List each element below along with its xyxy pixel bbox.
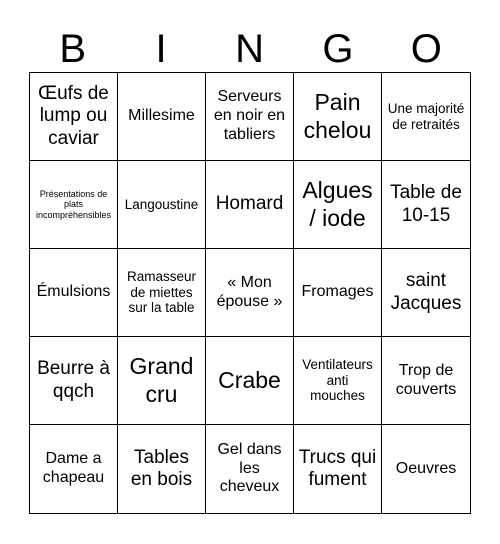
bingo-cell[interactable]: Grand cru (118, 337, 206, 425)
bingo-grid (29, 72, 471, 514)
header-letter-n: N (235, 27, 265, 71)
bingo-cell[interactable]: Algues / iode (294, 161, 382, 249)
bingo-cell[interactable]: Présentations de plats incompréhensibles (30, 161, 118, 249)
bingo-cell[interactable]: saint Jacques (382, 249, 470, 337)
bingo-cell[interactable]: Table de 10-15 (382, 161, 470, 249)
bingo-cell[interactable]: Dame a chapeau (30, 425, 118, 513)
bingo-header (29, 26, 471, 72)
bingo-cell[interactable]: Pain chelou (294, 73, 382, 161)
bingo-cell[interactable]: Langoustine (118, 161, 206, 249)
bingo-cell[interactable]: « Mon épouse » (206, 249, 294, 337)
bingo-cell[interactable]: Serveurs en noir en tabliers (206, 73, 294, 161)
header-letter-b: B (59, 27, 88, 71)
bingo-cell[interactable]: Œufs de lump ou caviar (30, 73, 118, 161)
header-letter-i: I (155, 27, 168, 71)
header-letter-o: O (410, 27, 443, 71)
bingo-cell[interactable]: Homard (206, 161, 294, 249)
bingo-cell[interactable]: Ventilateurs anti mouches (294, 337, 382, 425)
bingo-cell[interactable]: Millesime (118, 73, 206, 161)
bingo-cell[interactable]: Fromages (294, 249, 382, 337)
header-letter-g: G (322, 27, 355, 71)
bingo-cell[interactable]: Oeuvres (395, 459, 457, 477)
bingo-cell[interactable]: Gel dans les cheveux (206, 425, 294, 513)
bingo-cell[interactable]: Crabe (206, 337, 294, 425)
bingo-cell[interactable]: Une majorité de retraités (382, 73, 470, 161)
bingo-cell[interactable]: Beurre à qqch (30, 337, 118, 425)
bingo-cell[interactable]: Trop de couverts (382, 337, 470, 425)
bingo-cell[interactable]: Trucs qui fument (294, 425, 382, 513)
bingo-cell[interactable]: Émulsions (30, 249, 118, 337)
bingo-cell[interactable]: Ramasseur de miettes sur la table (118, 249, 206, 337)
bingo-cell[interactable]: Tables en bois (118, 425, 206, 513)
